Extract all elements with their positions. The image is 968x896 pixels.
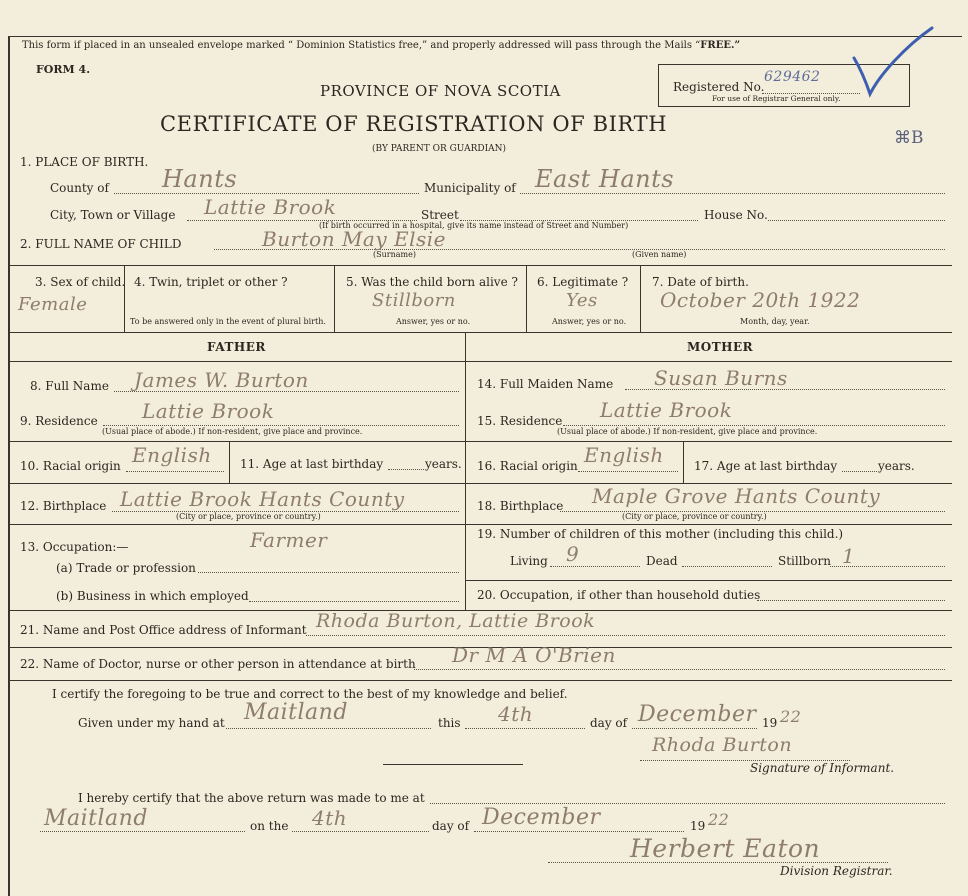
checkmark-icon (848, 26, 938, 98)
sex-value: Female (18, 294, 88, 315)
legitimate-note: Answer, yes or no. (552, 317, 627, 326)
registrar-dayof-label: day of (432, 819, 470, 833)
informant-value: Rhoda Burton, Lattie Brook (316, 610, 596, 632)
child-name-label: 2. FULL NAME OF CHILD (20, 237, 182, 251)
father-years-label: years. (425, 457, 462, 471)
informant-signature: Rhoda Burton (652, 734, 793, 756)
on-the-label: on the (250, 819, 289, 833)
street-note: (If birth occurred in a hospital, give its name instead of Street and Number) (319, 221, 629, 230)
given-name-note: (Given name) (632, 250, 687, 259)
registrar-month-value: December (482, 805, 601, 830)
municipality-value: East Hants (535, 165, 675, 193)
dob-label: 7. Date of birth. (652, 275, 749, 289)
living-value: 9 (566, 542, 580, 566)
legitimate-label: 6. Legitimate ? (537, 275, 629, 289)
mother-birthplace-value: Maple Grove Hants County (592, 484, 881, 508)
city-value: Lattie Brook (204, 195, 337, 219)
registrar-signature: Herbert Eaton (630, 834, 821, 863)
mother-racial-label: 16. Racial origin (477, 459, 578, 473)
registered-label: Registered No. (673, 80, 765, 94)
father-birthplace-value: Lattie Brook Hants County (120, 487, 405, 511)
signature-of-informant-label: Signature of Informant. (750, 761, 895, 775)
page-subtitle: (BY PARENT OR GUARDIAN) (372, 144, 507, 154)
page-title: CERTIFICATE OF REGISTRATION OF BIRTH (160, 112, 668, 136)
father-birthplace-label: 12. Birthplace (20, 499, 107, 513)
occupation-label: 13. Occupation:— (20, 540, 129, 554)
county-label: County of (50, 181, 109, 195)
mother-birthplace-note: (City or place, province or country.) (622, 512, 767, 521)
registrar-certify-text: I hereby certify that the above return was made to me at (78, 791, 425, 805)
trade-label: (a) Trade or profession (56, 561, 196, 575)
municipality-label: Municipality of (424, 181, 516, 195)
born-alive-value: Stillborn (372, 290, 456, 311)
mother-residence-note: (Usual place of abode.) If non-resident, give place and province. (557, 427, 818, 436)
certify-informant-text: I certify the foregoing to be true and correct to the best of my knowledge and belief. (52, 687, 568, 701)
informant-place-value: Maitland (244, 700, 348, 725)
registrar-year-prefix: 19 (690, 819, 706, 833)
form-number: FORM 4. (36, 63, 91, 76)
stillborn-value: 1 (842, 544, 856, 568)
stamp-mark: ⌘B (894, 128, 924, 148)
informant-label: 21. Name and Post Office address of Informant (20, 623, 307, 637)
informant-year-value: 22 (780, 707, 802, 726)
father-racial-value: English (132, 443, 212, 467)
province-heading: PROVINCE OF NOVA SCOTIA (320, 82, 561, 100)
county-value: Hants (162, 165, 238, 193)
mother-name-label: 14. Full Maiden Name (477, 377, 614, 391)
business-label: (b) Business in which employed (56, 589, 249, 603)
given-under-hand-label: Given under my hand at (78, 716, 225, 730)
registered-note: For use of Registrar General only. (712, 94, 841, 103)
father-racial-label: 10. Racial origin (20, 459, 121, 473)
house-label: House No. (704, 208, 768, 222)
mother-age-label: 17. Age at last birthday (694, 459, 838, 473)
mother-residence-value: Lattie Brook (600, 398, 733, 422)
doctor-value: Dr M A O'Brien (452, 643, 616, 667)
father-age-label: 11. Age at last birthday (240, 457, 384, 471)
father-heading: FATHER (207, 340, 266, 354)
children-count-label: 19. Number of children of this mother (including this child.) (477, 527, 844, 541)
mother-occupation-label: 20. Occupation, if other than household duties (477, 588, 761, 602)
informant-year-prefix: 19 (762, 716, 778, 730)
child-name-value: Burton May Elsie (262, 227, 447, 251)
registrar-day-value: 4th (312, 806, 348, 830)
twin-note: To be answered only in the event of plural birth. (130, 317, 326, 326)
born-alive-note: Answer, yes or no. (396, 317, 471, 326)
place-of-birth-label: 1. PLACE OF BIRTH. (20, 155, 149, 169)
registered-number: 629462 (764, 69, 821, 85)
this-label: this (438, 716, 461, 730)
dob-note: Month, day, year. (740, 317, 810, 326)
mother-name-value: Susan Burns (654, 366, 788, 390)
informant-day-value: 4th (498, 702, 534, 726)
father-birthplace-note: (City or place, province or country.) (176, 512, 321, 521)
father-residence-label: 9. Residence (20, 414, 98, 428)
division-registrar-label: Division Registrar. (780, 864, 893, 878)
legitimate-value: Yes (566, 290, 598, 311)
doctor-label: 22. Name of Doctor, nurse or other person in attendance at birth (20, 657, 416, 671)
father-residence-value: Lattie Brook (142, 399, 275, 423)
dob-value: October 20th 1922 (660, 288, 861, 312)
mail-notice: This form if placed in an unsealed envelope marked “ Dominion Statistics free,” and properly addressed will pass through the Mails “FREE.” (22, 40, 741, 51)
father-residence-note: (Usual place of abode.) If non-resident, give place and province. (102, 427, 363, 436)
registrar-place-value: Maitland (44, 806, 148, 831)
born-alive-label: 5. Was the child born alive ? (346, 275, 518, 289)
mother-racial-value: English (584, 443, 664, 467)
sex-label: 3. Sex of child. (35, 275, 126, 289)
street-label: Street (421, 208, 459, 222)
informant-month-value: December (638, 702, 757, 727)
informant-dayof-label: day of (590, 716, 628, 730)
twin-label: 4. Twin, triplet or other ? (134, 275, 288, 289)
father-name-label: 8. Full Name (30, 379, 109, 393)
stillborn-label: Stillborn (778, 554, 831, 568)
mother-residence-label: 15. Residence (477, 414, 563, 428)
father-name-value: James W. Burton (134, 368, 309, 392)
mother-years-label: years. (878, 459, 915, 473)
dead-label: Dead (646, 554, 678, 568)
city-label: City, Town or Village (50, 208, 176, 222)
registrar-year-value: 22 (708, 810, 730, 829)
mother-birthplace-label: 18. Birthplace (477, 499, 564, 513)
surname-note: (Surname) (373, 250, 416, 259)
occupation-value: Farmer (250, 528, 328, 552)
mother-heading: MOTHER (687, 340, 754, 354)
living-label: Living (510, 554, 548, 568)
